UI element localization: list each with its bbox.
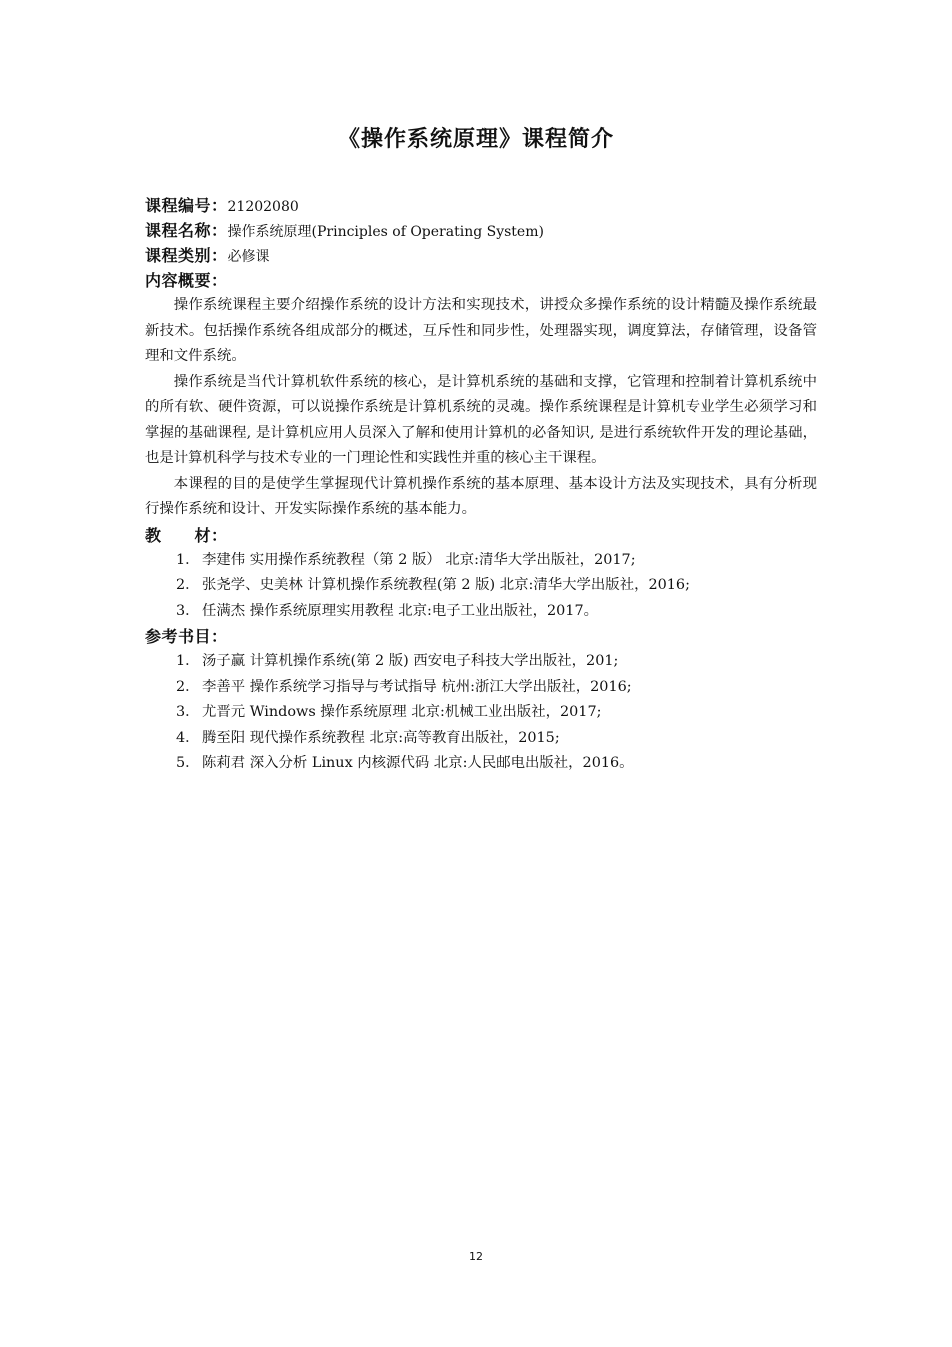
reference-entry: 李善平 操作系统学习指导与考试指导 杭州:浙江大学出版社，2016; — [202, 678, 632, 695]
textbook-entry: 李建伟 实用操作系统教程（第 2 版） 北京:清华大学出版社，2017; — [202, 551, 636, 568]
references-heading: 参考书目： — [145, 627, 228, 646]
reference-entry: 陈莉君 深入分析 Linux 内核源代码 北京:人民邮电出版社，2016。 — [202, 755, 634, 771]
course-name-row — [145, 218, 817, 243]
list-number: 1． — [176, 653, 200, 669]
list-number: 3． — [176, 704, 200, 720]
summary-paragraph: 操作系统是当代计算机软件系统的核心，是计算机系统的基础和支撑，它管理和控制着计算机系统中的所有软、硬件资源，可以说操作系统是计算机系统的灵魂。操作系统课程是计算机专业学生必须学习和掌握的基础课程, 是计算机应用人员深入了解和使用计算机的必备知识, 是进行系统软件开发的理论基础，也是计算机科学与技术专业的一门理论性和实践性并重的核心主干课程。 — [145, 373, 817, 466]
list-number: 2． — [176, 577, 200, 593]
course-name-value: 操作系统原理(Principles of Operating System) — [227, 224, 544, 240]
summary-heading-row — [145, 268, 817, 293]
list-number: 3． — [176, 602, 200, 619]
textbook-list — [145, 548, 817, 625]
course-code-label: 课程编号： — [145, 196, 228, 215]
page-number: 12 — [469, 1250, 483, 1263]
references-heading-row — [145, 624, 817, 649]
textbooks-heading: 教 材： — [145, 525, 228, 545]
summary-paragraph: 操作系统课程主要介绍操作系统的设计方法和实现技术，讲授众多操作系统的设计精髓及操作系统最新技术。包括操作系统各组成部分的概述，互斥性和同步性，处理器实现，调度算法，存储管理，设备管理和文件系统。 — [145, 297, 817, 364]
list-number: 4． — [176, 729, 200, 746]
reference-item — [145, 649, 817, 675]
textbook-item — [145, 573, 817, 599]
list-number: 5． — [176, 755, 200, 771]
textbook-item — [145, 548, 817, 574]
reference-item — [145, 751, 817, 777]
summary-paragraph: 本课程的目的是使学生掌握现代计算机操作系统的基本原理、基本设计方法及实现技术，具有分析现行操作系统和设计、开发实际操作系统的基本能力。 — [145, 475, 817, 517]
textbook-entry: 张尧学、史美林 计算机操作系统教程(第 2 版) 北京:清华大学出版社，2016; — [202, 577, 690, 593]
textbooks-heading-row — [145, 523, 817, 548]
textbook-entry: 任满杰 操作系统原理实用教程 北京:电子工业出版社，2017。 — [202, 602, 598, 619]
reference-item — [145, 700, 817, 726]
page-title: 《操作系统原理》课程简介 — [337, 127, 614, 152]
reference-list — [145, 649, 817, 777]
course-code-value: 21202080 — [227, 199, 299, 215]
course-code-row — [145, 193, 817, 218]
course-type-label: 课程类别： — [145, 246, 228, 265]
reference-item — [145, 726, 817, 752]
course-name-label: 课程名称： — [145, 221, 228, 240]
course-intro-body — [145, 193, 817, 777]
course-type-value: 必修课 — [227, 249, 270, 265]
reference-entry: 汤子赢 计算机操作系统(第 2 版) 西安电子科技大学出版社，201; — [202, 653, 619, 669]
reference-item — [145, 675, 817, 701]
reference-entry: 尤晋元 Windows 操作系统原理 北京:机械工业出版社，2017; — [202, 704, 602, 720]
summary-heading: 内容概要： — [145, 271, 228, 290]
course-type-row — [145, 243, 817, 268]
textbook-item — [145, 599, 817, 625]
list-number: 2． — [176, 678, 200, 695]
reference-entry: 腾至阳 现代操作系统教程 北京:高等教育出版社，2015; — [202, 729, 560, 746]
list-number: 1． — [176, 551, 200, 568]
